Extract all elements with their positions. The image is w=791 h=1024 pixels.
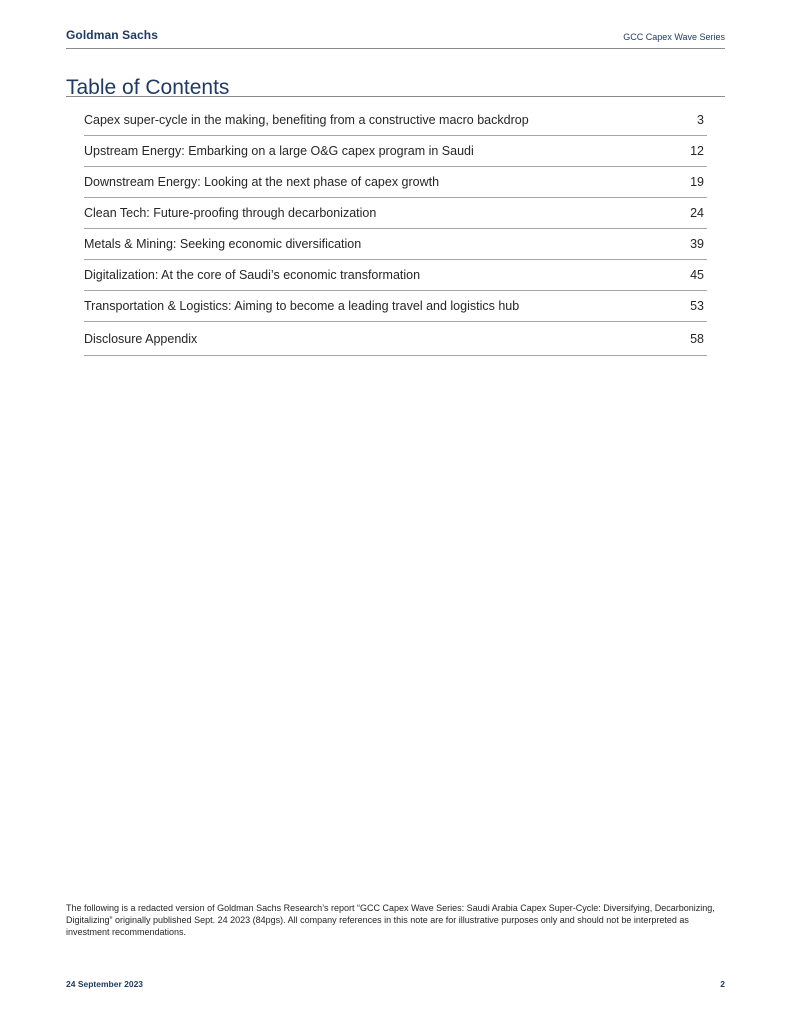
toc-entry[interactable] xyxy=(84,136,707,167)
toc-entry-page: 53 xyxy=(690,299,704,313)
disclaimer-note: The following is a redacted version of Goldman Sachs Research’s report “GCC Capex Wave Series: Saudi Arabia Capex Super-Cycle: Diversifying, Decarbonizing, Digitalizing” originally published Sept. 24 2023 (84pgs). All company references in this note are for illustrative purposes only and should not be interpreted as investment recommendations. xyxy=(66,903,715,937)
header-divider xyxy=(66,48,725,49)
title-divider xyxy=(66,96,725,97)
toc-entry-label: Transportation & Logistics: Aiming to become a leading travel and logistics hub xyxy=(84,299,520,313)
toc-entry-label: Downstream Energy: Looking at the next phase of capex growth xyxy=(84,175,440,189)
toc-entry[interactable] xyxy=(84,260,707,291)
toc-entry-page: 24 xyxy=(690,206,704,220)
toc-entry-label: Upstream Energy: Embarking on a large O&G capex program in Saudi xyxy=(84,144,474,158)
toc-entry[interactable] xyxy=(84,229,707,260)
toc-entry[interactable] xyxy=(84,105,707,136)
toc-entry-label: Digitalization: At the core of Saudi’s economic transformation xyxy=(84,268,421,282)
toc-entry-page: 45 xyxy=(690,268,704,282)
footer-date: 24 September 2023 xyxy=(66,979,144,989)
toc-entry[interactable] xyxy=(84,167,707,198)
toc-entry-label: Metals & Mining: Seeking economic diversification xyxy=(84,237,362,251)
toc-entry-page: 12 xyxy=(690,144,704,158)
toc-entry[interactable] xyxy=(84,322,707,356)
toc-entry-label: Clean Tech: Future-proofing through decarbonization xyxy=(84,206,377,220)
toc-entry-page: 3 xyxy=(697,113,704,127)
toc-entry-page: 39 xyxy=(690,237,704,251)
page-title: Table of Contents xyxy=(66,76,230,100)
toc-entry[interactable] xyxy=(84,198,707,229)
brand-name: Goldman Sachs xyxy=(66,28,158,42)
toc-entry-label: Capex super-cycle in the making, benefiting from a constructive macro backdrop xyxy=(84,113,529,127)
page-number: 2 xyxy=(720,979,725,989)
toc-entry-page: 19 xyxy=(690,175,704,189)
toc-entry[interactable] xyxy=(84,291,707,322)
toc-list xyxy=(84,105,707,356)
series-title: GCC Capex Wave Series xyxy=(623,32,725,42)
toc-entry-page: 58 xyxy=(690,331,704,346)
toc-entry-label: Disclosure Appendix xyxy=(84,331,198,346)
